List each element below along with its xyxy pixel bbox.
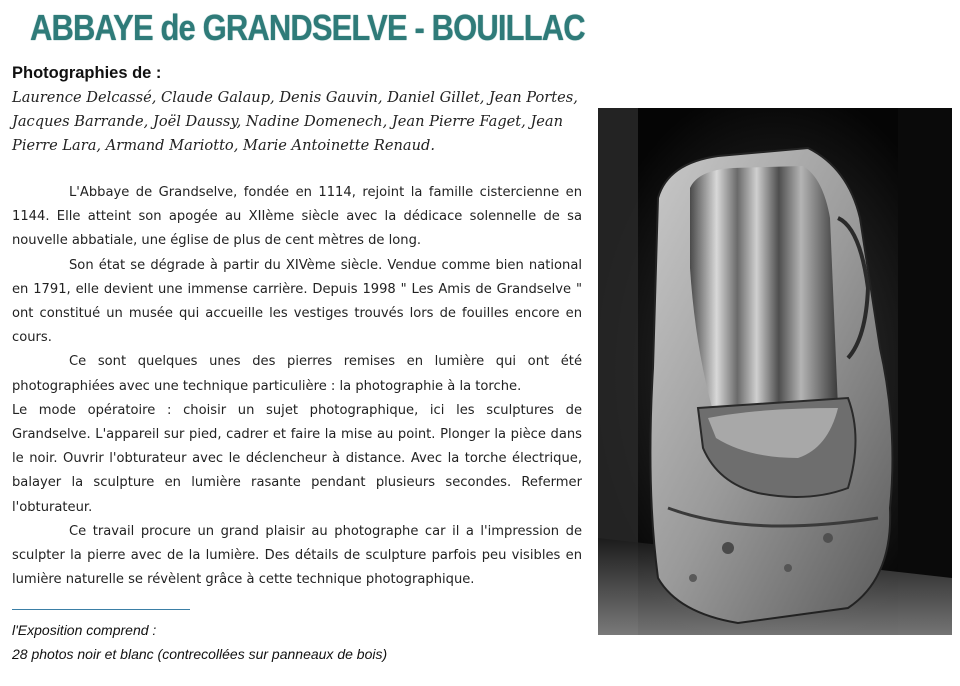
exposition-detail: 28 photos noir et blanc (contrecollées sur panneaux de bois) xyxy=(12,646,388,662)
paragraph-history: L'Abbaye de Grandselve, fondée en 1114, rejoint la famille cistercienne en 1144. Elle atteint son apogée au XIIème siècle avec la dédicace solennelle de sa nouvelle abbatiale, une église de plus de cent mètres de long. xyxy=(12,185,582,249)
stone-seat-illustration xyxy=(598,108,952,635)
paragraph-technique: Ce sont quelques unes des pierres remises en lumière qui ont été photographiées avec une technique particulière : la photographie à la torche. xyxy=(12,354,582,394)
paragraph-conclusion: Ce travail procure un grand plaisir au photographe car il a l'impression de sculpter la pierre avec de la lumière. Des détails de sculpture parfois peu visibles en lumière naturelle se révèlent grâce à cette technique photographique. xyxy=(12,523,582,588)
stone-seat-photograph xyxy=(598,108,952,635)
page-title: ABBAYE de GRANDSELVE - BOUILLAC xyxy=(30,7,585,48)
paragraph-decline: Son état se dégrade à partir du XIVème siècle. Vendue comme bien national en 1791, elle devient une immense carrière. Depuis 1998 " Les Amis de Grandselve " ont constitué un musée qui accueille les vestiges trouvés lors de fouilles encore en cours. xyxy=(12,257,582,346)
credits-heading: Photographies de : xyxy=(12,64,162,82)
section-divider xyxy=(12,609,190,610)
paragraph-procedure: Le mode opératoire : choisir un sujet photographique, ici les sculptures de Grandselve. L'appareil sur pied, cadrer et faire la mise au point. Plonger la pièce dans le noir. Ouvrir l'obturateur avec le déclencheur à distance. Avec la torche électrique, balayer la sculpture en lumière rasante pendant plusieurs secondes. Refermer l'obturateur. xyxy=(12,402,582,515)
exposition-heading: l'Exposition comprend : xyxy=(12,622,157,638)
photographer-names: Laurence Delcassé, Claude Galaup, Denis Gauvin, Daniel Gillet, Jean Portes, Jacques Barrande, Joël Daussy, Nadine Domenech, Jean Pierre Faget, Jean Pierre Lara, Armand Mariotto, Marie Antoinette Renaud. xyxy=(12,89,578,155)
article-body xyxy=(12,181,582,592)
